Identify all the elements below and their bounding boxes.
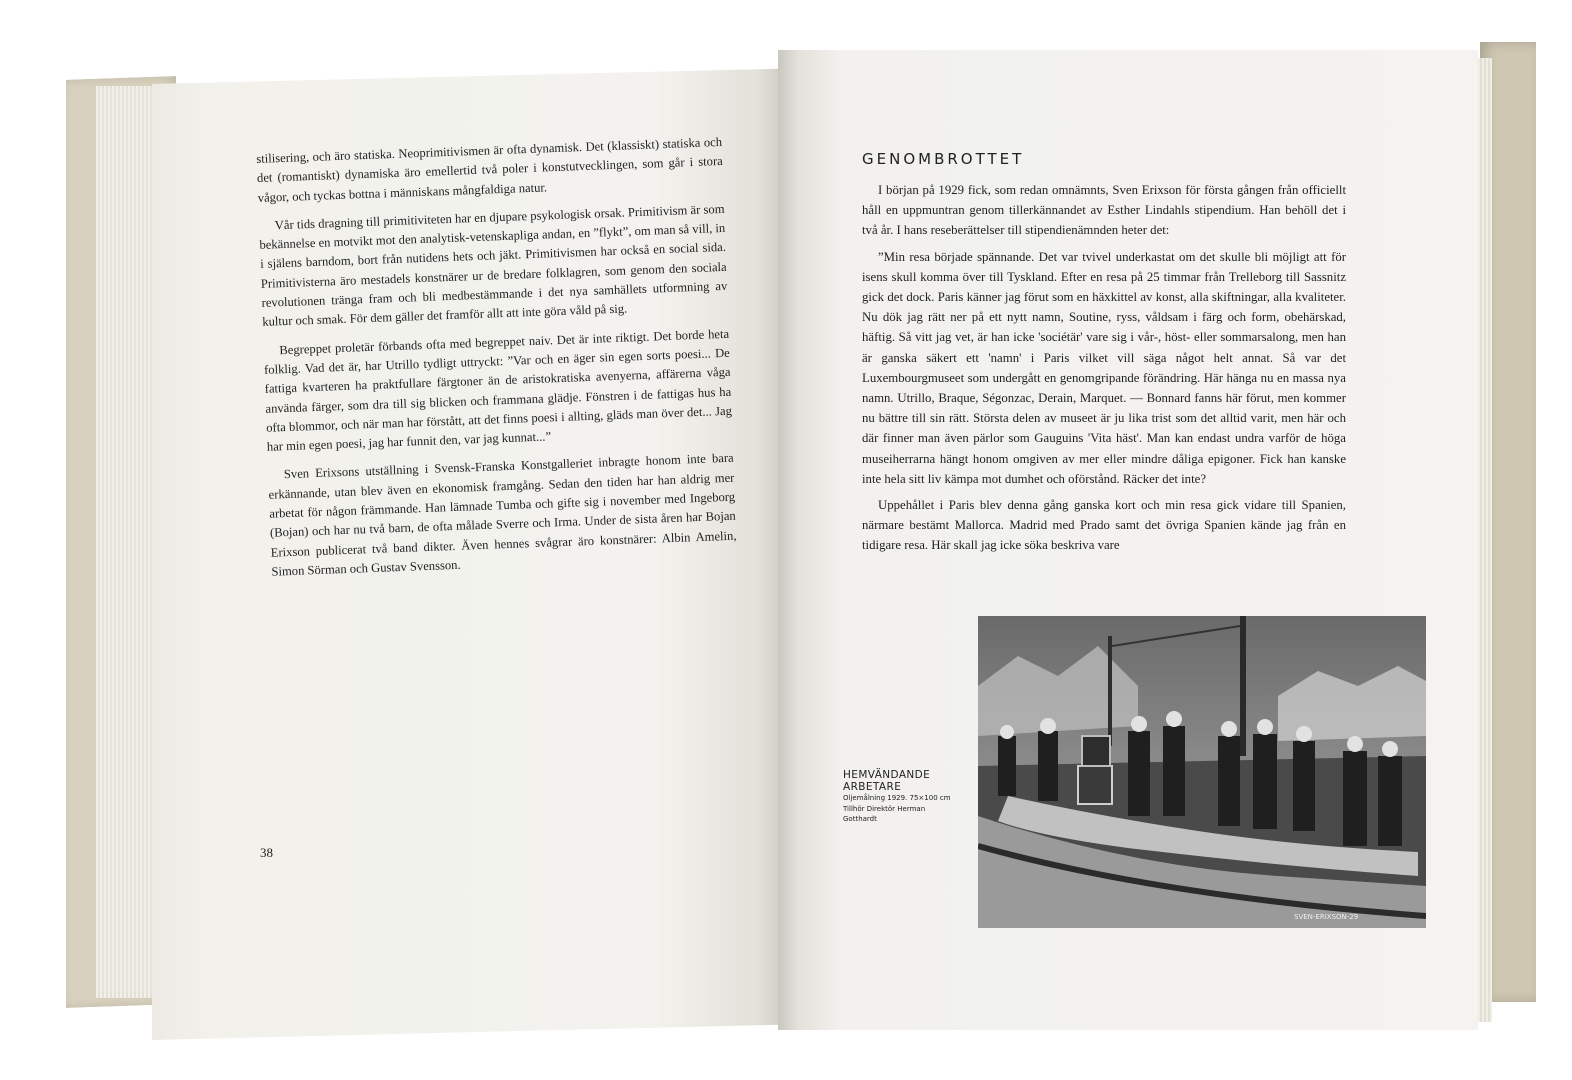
painting-illustration: [978, 616, 1426, 928]
left-page-body: [256, 133, 738, 591]
right-page-body: [862, 180, 1346, 562]
caption-detail-line: Oljemålning 1929. 75×100 cm: [843, 794, 951, 802]
paragraph: Vår tids dragning till primitiviteten har en djupare psykologisk orsak. Primitivism är som bekännelse en motvikt mot den analytisk-vetenskapliga andan, en ”flykt”, om man så vill, in i själens barndom, bort från nutidens hets och jäkt. Primitivismen har också en social sida. Primitivisterna äro mestadels konstnärer ur de bredare folklagren, som genom den sociala revolutionen tränga fram och bli medbestämmande i det nya samhällets utformning av kultur och smak. För dem gäller det framför allt att inte göra våld på sig.: [259, 201, 728, 330]
paragraph: Sven Erixsons utställning i Svensk-Franska Konstgalleriet inbragte honom inte bara erkännande, utan blev även en ekonomisk framgång. Sedan den tiden har han aldrig mer arbetat för någon främmande. Han lämnade Tumba och gifte sig i november med Ingeborg (Bojan) och har nu två barn, de ofta målade Sverre och Irma. Under de sista åren har Bojan Erixson publicerat två band dikter. Även hennes svågrar äro konstnärer: Albin Amelin, Simon Sörman och Gustav Svensson.: [268, 451, 737, 579]
caption-detail-line: Gotthardt: [843, 815, 877, 823]
paragraph: ”Min resa började spännande. Det var tvivel underkastat om det skulle bli möjligt att för isens skull komma över till Tyskland. Efter en resa på 25 timmar från Trelleborg till Sassnitz gick det dock. Paris känner jag förut som en häxkittel av konst, alla skiftningar, alla kvaliteter. Nu dök jag rätt ner på ett nytt namn, Soutine, ryss, våldsam i färg och form, obehärskad, häftig. Så vitt jag vet, är han icke 'sociétär' vare sig i vår-, höst- eller sommarsalong, men han är ganska säkert ett 'namn' i Paris vilket vill säga något helt annat. Så var det Luxembourgmuseet som undergått en genomgripande förändring. Här hänga nu en massa nya namn. Utrillo, Braque, Ségonzac, Derain, Marquet. — Bonnard fanns här förut, men kommer nu bättre till sin rätt. Största delen av museet är ju lika trist som det alltid varit, men här och där finner man även pärlor som Gauguins 'Vita häst'. Man kan endast undra varför de höga museiherrarna hängt honom omgiven av mer eller mindre dåliga epigoner. Fick han kanske inte hela sitt liv kämpa mot dumhet och oförstånd. Räcker det inte?: [862, 249, 1346, 486]
paragraph: Uppehållet i Paris blev denna gång ganska kort och min resa gick vidare till Spanien, närmare bestämt Mallorca. Madrid med Prado samt det övriga Spanien kände jag från en tidigare resa. Här skall jag icke söka beskriva vare: [862, 498, 1346, 553]
paragraph: I början på 1929 fick, som redan omnämnts, Sven Erixson för första gången från officiellt håll en uppmuntran genom tillerkännandet av Esther Lindahls stipendium. Han behöll det i två år. I hans reseberättelser till stipendienämnden heter det:: [862, 183, 1346, 238]
caption-detail-line: Tillhör Direktör Herman: [843, 804, 926, 813]
paragraph: Begreppet proletär förbands ofta med begreppet naiv. Det är inte riktigt. Det borde heta folklig. Vad det är, har Utrillo tydligt uttryckt: ”Var och en äger sin egen sorts poesi... De fattiga kvarteren ha praktfullare färgtoner än de aristokratiska avenyerna, affärerna våga använda färger, som dra till sig blicken och frammana glädje. Fönstren i de fattigas hus ha ofta blommor, och när man har förstått, att det finns poesi i allting, gläds man över det... Jag har min egen poesi, jag har funnit den, var jag kunnat...”: [263, 326, 733, 454]
caption-title-line: ARBETARE: [843, 780, 902, 793]
figure-caption: [843, 770, 973, 825]
painting-signature: SVEN-ERIXSON-29: [1294, 913, 1359, 921]
caption-title-line: HEMVÄNDANDE: [843, 769, 931, 781]
painting-image: [978, 616, 1426, 928]
paragraph: stilisering, och äro statiska. Neoprimitivismen är ofta dynamisk. Det (klassiskt) statiska och det (romantiskt) dynamiska äro emellertid två poler i konstutvecklingen, som går i stora vågor, och tyckas bottna i människans mångfaldiga natur.: [256, 134, 723, 205]
chapter-title: GENOMBROTTET: [862, 150, 1025, 168]
page-number: 38: [260, 845, 273, 860]
